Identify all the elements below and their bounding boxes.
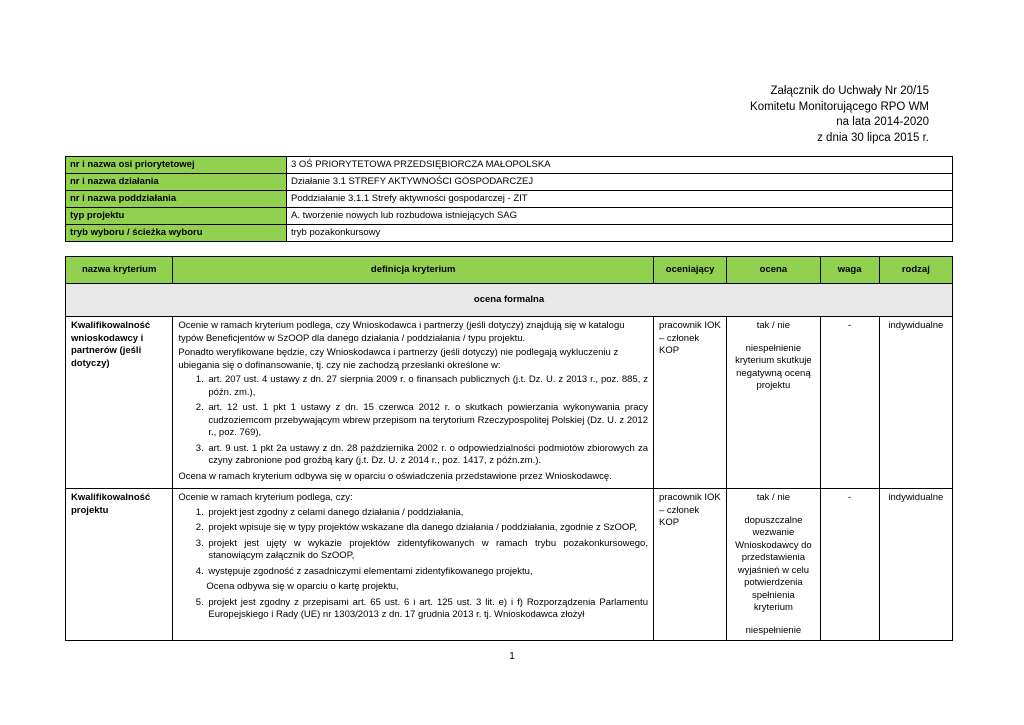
header-line-3: na lata 2014-2020 [836, 116, 929, 128]
rating-main: tak / nie [756, 320, 791, 331]
rating-note: niespełnienie kryterium skutkuje negatywną oceną projektu [735, 342, 812, 391]
criterion-name: Kwalifikowalność wnioskodawcy i partnerów (jeśli dotyczy) [66, 317, 173, 489]
rating-main: tak / nie [756, 492, 791, 503]
definition-intro: Ocenie w ramach kryterium podlega, czy: [178, 492, 353, 503]
info-row [66, 191, 953, 208]
col-header-name: nazwa kryterium [66, 257, 173, 284]
definition-intro: Ocenie w ramach kryterium podlega, czy Wnioskodawca i partnerzy (jeśli dotyczy) znajdują się w katalogu typów Beneficjentów w SzOOP dla danego działania / poddziałania / typu projektu. [178, 320, 625, 344]
table-row [66, 317, 953, 489]
list-item: 3. projekt jest ujęty w wykazie projektów zidentyfikowanych w ramach trybu pozakonkursowego, stanowiącym załącznik do SzOOP, [206, 538, 648, 563]
criterion-type: indywidualne [879, 317, 952, 489]
definition-list [178, 374, 648, 468]
list-item: 1. art. 207 ust. 4 ustawy z dn. 27 sierpnia 2009 r. o finansach publicznych (j.t. Dz. U. z 2013 r., poz. 885, z późn. zm.), [206, 374, 648, 399]
rating-note-2: niespełnienie [745, 624, 802, 636]
criterion-rating [727, 317, 820, 489]
info-row [66, 157, 953, 174]
header-line-4: z dnia 30 lipca 2015 r. [817, 131, 929, 144]
criterion-definition [173, 489, 654, 641]
info-label: tryb wyboru / ścieżka wyboru [66, 225, 287, 242]
col-header-type: rodzaj [879, 257, 952, 284]
section-title: ocena formalna [66, 284, 953, 317]
definition-sub-note: Ocena odbywa się w oparciu o kartę projektu, [206, 581, 399, 592]
criterion-weight: - [820, 317, 879, 489]
project-info-table [65, 156, 953, 242]
criterion-assessor: pracownik IOK – członek KOP [653, 489, 726, 641]
criterion-type: indywidualne [879, 489, 952, 641]
list-item: 2. art. 12 ust. 1 pkt 1 ustawy z dn. 15 czerwca 2012 r. o skutkach powierzania wykonywania pracy cudzoziemcom przebywającym wbrew przepisom na terytorium Rzeczypospolitej Polskiej (Dz. U. z 2012 r., poz. 769), [206, 402, 648, 440]
info-label: typ projektu [66, 208, 287, 225]
definition-list [178, 507, 648, 579]
info-value: tryb pozakonkursowy [287, 225, 953, 242]
info-label: nr i nazwa działania [66, 174, 287, 191]
info-row [66, 225, 953, 242]
list-item: 4. występuje zgodność z zasadniczymi elementami zidentyfikowanego projektu, [206, 566, 648, 579]
info-value: Działanie 3.1 STREFY AKTYWNOŚCI GOSPODARCZEJ [287, 174, 953, 191]
rating-note: dopuszczalne wezwanie Wnioskodawcy do przedstawienia wyjaśnień w celu potwierdzenia spełnienia kryterium [735, 514, 812, 613]
criterion-assessor: pracownik IOK – członek KOP [653, 317, 726, 489]
criterion-definition [173, 317, 654, 489]
info-value: A. tworzenie nowych lub rozbudowa istniejących SAG [287, 208, 953, 225]
definition-intro-2: Ponadto weryfikowane będzie, czy Wnioskodawca i partnerzy (jeśli dotyczy) nie podlegają wykluczeniu z ubiegania się o dofinansowanie, tj. czy nie zachodzą przesłanki określone w: [178, 347, 619, 371]
header-line-2: Komitetu Monitorującego RPO WM [750, 100, 929, 113]
info-label: nr i nazwa osi priorytetowej [66, 157, 287, 174]
info-label: nr i nazwa poddziałania [66, 191, 287, 208]
criterion-name: Kwalifikowalność projektu [66, 489, 173, 641]
info-value: Poddziałanie 3.1.1 Strefy aktywności gospodarczej - ZIT [287, 191, 953, 208]
criterion-weight: - [820, 489, 879, 641]
info-value: 3 OŚ PRIORYTETOWA PRZEDSIĘBIORCZA MAŁOPOLSKA [287, 157, 953, 174]
col-header-weight: waga [820, 257, 879, 284]
col-header-assessor: oceniający [653, 257, 726, 284]
info-row [66, 208, 953, 225]
info-row [66, 174, 953, 191]
section-row [66, 284, 953, 317]
definition-outro: Ocena w ramach kryterium odbywa się w oparciu o oświadczenia przedstawione przez Wnioskodawcę. [178, 470, 612, 482]
col-header-definition: definicja kryterium [173, 257, 654, 284]
col-header-rating: ocena [727, 257, 820, 284]
criteria-header-row [66, 257, 953, 284]
header-line-1: Załącznik do Uchwały Nr 20/15 [770, 85, 929, 97]
definition-list-continued [178, 597, 648, 622]
criterion-rating [727, 489, 820, 641]
list-item: 1. projekt jest zgodny z celami danego działania / poddziałania, [206, 507, 648, 520]
criteria-table [65, 256, 953, 641]
table-row [66, 489, 953, 641]
list-item: 5. projekt jest zgodny z przepisami art. 65 ust. 6 i art. 125 ust. 3 lit. e) i f) Rozporządzenia Parlamentu Europejskiego i Rady (UE) nr 1303/2013 z dn. 17 grudnia 2013 r. tj. Wnioskodawca złożył [206, 597, 648, 622]
list-item: 2. projekt wpisuje się w typy projektów wskazane dla danego działania / poddziałania, zgodnie z SzOOP, [206, 522, 648, 535]
document-header [750, 84, 929, 146]
list-item: 3. art. 9 ust. 1 pkt 2a ustawy z dn. 28 października 2002 r. o odpowiedzialności podmiotów zbiorowych za czyny zabronione pod groźbą kary (j.t. Dz. U. z 2014 r., poz. 1417, z późn.zm.). [206, 443, 648, 468]
page-number: 1 [509, 651, 515, 662]
